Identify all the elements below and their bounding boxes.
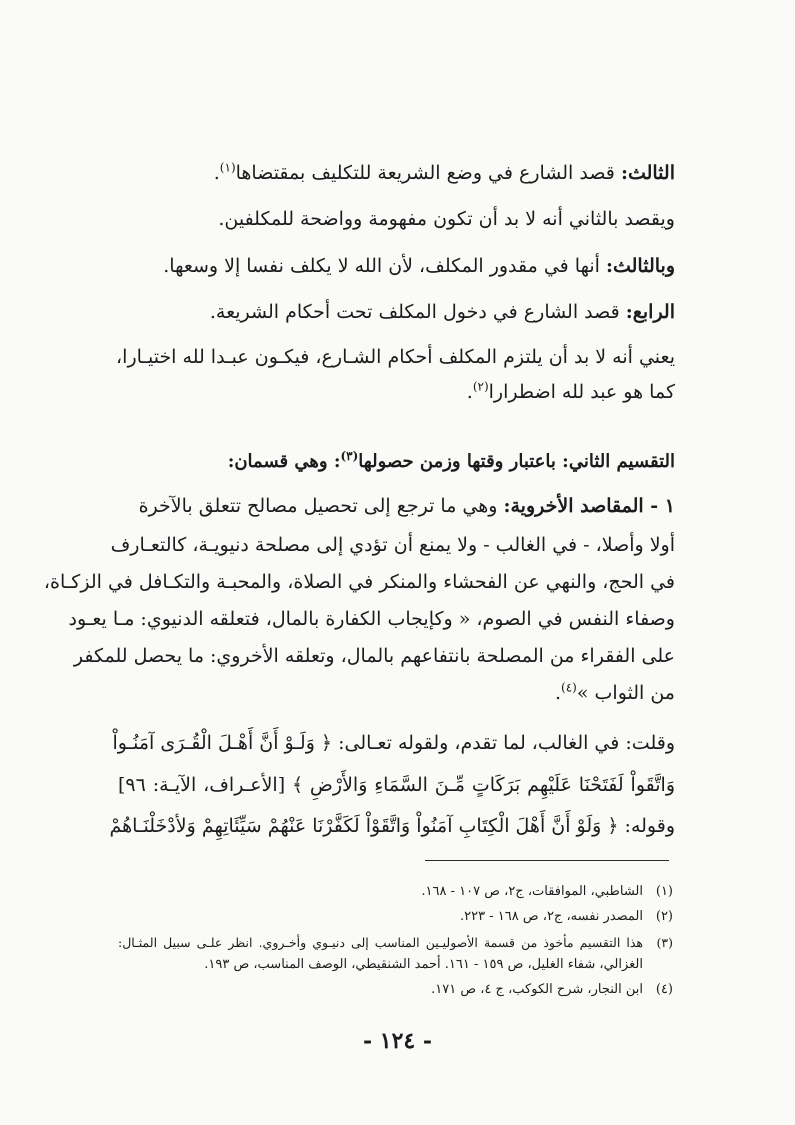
paragraph-third-intent bbox=[118, 158, 675, 188]
footnote-text: المصدر نفسه، ج٢، ص ١٦٨ - ٢٢٣. bbox=[460, 909, 643, 924]
page-number: - ١٢٤ - bbox=[362, 1028, 433, 1054]
section-heading bbox=[118, 447, 675, 477]
footnote-ref-2[interactable]: (٢) bbox=[472, 379, 489, 394]
label-by-third: وبالثالث: bbox=[605, 255, 675, 277]
heading-text: التقسيم الثاني: باعتبار وقتها وزمن حصولها bbox=[358, 451, 675, 472]
text-section1-line5: على الفقراء من المصلحة بانتفاعهم بالمال، وتعلقه الأخروي: ما يحصل للمكفر bbox=[73, 645, 675, 667]
text-third: قصد الشارع في وضع الشريعة للتكليف بمقتضاها bbox=[235, 162, 621, 184]
label-afterlife-intents: ١ - المقاصد الأخروية: bbox=[503, 495, 675, 517]
section1-line3 bbox=[43, 567, 675, 597]
text-section1-line1: وهي ما ترجع إلى تحصيل مصالح تتعلق بالآخرة bbox=[138, 495, 504, 517]
section2-line1 bbox=[112, 728, 675, 758]
text-second-meaning: ويقصد بالثاني أنه لا بد أن تكون مفهومة وواضحة للمكلفين. bbox=[218, 208, 675, 230]
footnote-2 bbox=[118, 907, 673, 927]
section1-line4 bbox=[68, 604, 675, 634]
footnote-text: الشاطبي، الموافقات، ج٢، ص ١٠٧ - ١٦٨. bbox=[421, 884, 643, 899]
text-section2-line1: وقلت: في الغالب، لما تقدم، ولقوله تعـالى: ﴿ وَلَـوْ أَنَّ أَهْـلَ الْقُـرَى آمَنُـواْ bbox=[112, 732, 675, 754]
text-section1-line6: من الثواب » bbox=[576, 682, 675, 704]
section2-line3 bbox=[109, 811, 675, 841]
text-section2-line2: وَاتَّقَواْ لَفَتَحْنَا عَلَيْهِم بَرَكَاتٍ مِّـنَ السَّمَاءِ وَالأَرْضِ ﴾ [الأعـراف، الآيـة: ٩٦] bbox=[118, 774, 675, 796]
text-third-meaning: أنها في مقدور المكلف، لأن الله لا يكلف نفسا إلا وسعها. bbox=[163, 255, 606, 277]
footnote-number: (٢) bbox=[655, 909, 673, 924]
text-section1-line3: في الحج، والنهي عن الفحشاء والمنكر في الصلاة، والمحبـة والتكـافل في الزكـاة، bbox=[43, 571, 675, 593]
footnote-number: (٣) bbox=[656, 935, 673, 950]
punct: . bbox=[213, 162, 220, 184]
footnote-ref-3[interactable]: (٣) bbox=[340, 449, 359, 463]
section1-line6 bbox=[118, 678, 675, 708]
heading-tail: : وهي قسمان: bbox=[227, 451, 341, 472]
paragraph-fourth-intent bbox=[118, 297, 675, 327]
paragraph-second-meaning bbox=[118, 204, 675, 234]
footnote-3 bbox=[118, 933, 673, 953]
text-section1-line2: أولا وأصلا، - في الغالب - ولا يمنع أن تؤدي إلى مصلحة دنيويـة، كالتعـارف bbox=[110, 534, 675, 556]
footnote-number: (١) bbox=[655, 884, 673, 899]
footnote-ref-1[interactable]: (١) bbox=[219, 160, 236, 175]
footnote-text: هذا التقسيم مأخوذ من قسمة الأصوليـين المناسب إلى دنيـوي وأخـروي. انظر علـى سبيل المثـال: bbox=[118, 935, 643, 950]
footnote-ref-4[interactable]: (٤) bbox=[561, 680, 577, 695]
label-third: الثالث: bbox=[620, 162, 675, 184]
paragraph-third-meaning bbox=[118, 251, 675, 281]
footnote-1 bbox=[118, 882, 673, 902]
section1-line5 bbox=[73, 641, 675, 671]
footnote-divider bbox=[425, 860, 669, 861]
footnote-4 bbox=[118, 980, 673, 1000]
footnote-3-continued bbox=[118, 955, 643, 975]
text-meaning-line2: كما هو عبد لله اضطرارا bbox=[488, 381, 675, 403]
punct: . bbox=[554, 682, 562, 704]
footnote-text: ابن النجار، شرح الكوكب، ج ٤، ص ١٧١. bbox=[431, 982, 643, 997]
section2-line2 bbox=[118, 770, 675, 800]
paragraph-meaning-line2 bbox=[118, 377, 675, 407]
label-fourth: الرابع: bbox=[625, 301, 675, 323]
footnote-text-continued: الغزالي، شفاء الغليل، ص ١٥٩ - ١٦١. أحمد الشنقيطي، الوصف المناسب، ص ١٩٣. bbox=[204, 957, 643, 972]
footnote-number: (٤) bbox=[655, 982, 673, 997]
text-section2-line3: وقوله: ﴿ وَلَوْ أَنَّ أَهْلَ الْكِتَابِ آمَنُواْ وَاتَّقَوْاْ لَكَفَّرْنَا عَنْهُمْ سَيِّئَاتِهِمْ وَلأدْخَلْنَـاهُمْ bbox=[109, 815, 675, 837]
text-section1-line4: وصفاء النفس في الصوم، « وكإيجاب الكفارة بالمال، فتعلقه الدنيوي: مـا يعـود bbox=[68, 608, 675, 630]
paragraph-meaning-line1 bbox=[118, 342, 675, 372]
section1-line1 bbox=[118, 491, 675, 521]
punct: . bbox=[466, 381, 473, 403]
section1-line2 bbox=[110, 530, 675, 560]
text-fourth: قصد الشارع في دخول المكلف تحت أحكام الشريعة. bbox=[209, 301, 626, 323]
text-meaning-line1: يعني أنه لا بد أن يلتزم المكلف أحكام الشـارع، فيكـون عبـدا لله اختيـارا، bbox=[116, 346, 675, 368]
